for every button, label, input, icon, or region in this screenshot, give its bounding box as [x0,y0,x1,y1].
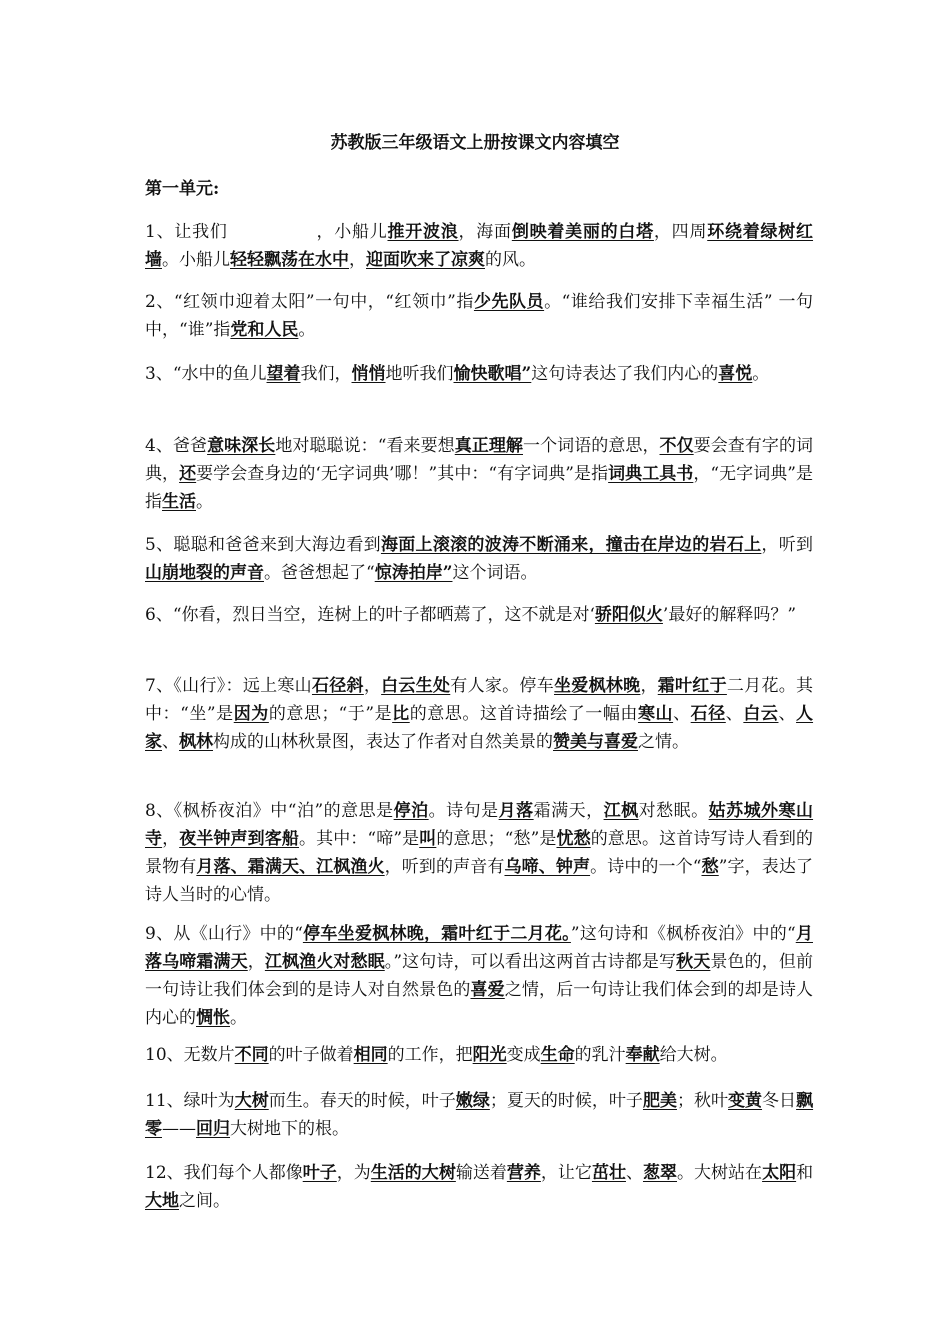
answer-text: 月落乌啼霜满天 [145,924,813,972]
question-text: 。 [196,492,213,512]
question-text: 的意思；“于”是 [268,704,393,724]
answer-text: 少先队员 [473,292,545,312]
question-text: 一个词语的意思， [523,436,660,456]
question-text: ， [363,676,382,696]
question-text: 。其中：“啼”是 [298,829,420,849]
question-text: 。大树站在 [677,1163,763,1183]
answer-text: 月落、霜满天、江枫渔火 [196,857,385,877]
answer-text: 太阳 [762,1163,797,1183]
question-text: ’最好的解释吗？” [662,605,797,625]
question-text: 有人家。停车 [450,676,554,696]
answer-text: 愉快歌唱” [453,364,532,384]
question-text: 要会查有字的词典， [145,436,814,484]
answer-text: 倒映着美丽的白塔 [511,222,654,242]
answer-text: 停车坐爱枫林晚，霜叶红于二月花。 [302,924,571,944]
answer-text: 茁壮 [591,1163,626,1183]
question-text: ， [247,952,265,972]
answer-text: 夜半钟声到客船 [179,829,299,849]
answer-text: 不仅 [659,436,694,456]
question-text: 、 [162,732,179,752]
answer-text: 江枫 [603,801,639,821]
question-text: 。 [230,1008,247,1028]
answer-text: 嫩绿 [455,1091,490,1111]
question-text: 景色的，但前一句诗让我们体会到的是诗人对自然景色的 [145,952,814,1000]
question-text: 6、“你看，烈日当空，连树上的叶子都晒蔫了，这不就是对‘ [145,605,595,625]
question-text: 的风。 [485,250,536,270]
answer-text: 葱翠 [642,1163,678,1183]
answer-text: 悄悄 [351,364,386,384]
question-text: 。 [752,364,770,384]
question-text: 的乳汁 [574,1045,626,1065]
answer-text: 营养 [506,1163,541,1183]
question-text: 之情，后一句诗让我们体会到的却是诗人内心的 [145,980,814,1028]
answer-text: 真正理解 [454,436,523,456]
answer-text: 白云生处 [381,676,451,696]
page-title: 苏教版三年级语文上册按课文内容填空 [330,133,620,153]
question-text: 2、“红领巾迎着太阳”一句中，“红领巾”指 [145,292,474,312]
answer-text: 骄阳似火 [594,605,663,625]
question-text: 我们， [300,364,352,384]
question-text: 变成 [506,1045,541,1065]
question-1 [145,218,813,274]
answer-text: 喜悦 [718,364,753,384]
question-text: 而生。春天的时候，叶子 [268,1091,456,1111]
question-5 [145,531,813,587]
answer-text: 惆怅 [196,1008,230,1028]
answer-text: 生活 [162,492,196,512]
answer-text: 石径斜 [311,676,364,696]
question-12 [145,1159,813,1215]
answer-text: 望着 [266,364,301,384]
question-text: 、 [725,704,744,724]
question-text: ，为 [336,1163,371,1183]
answer-text: 叫 [419,829,437,849]
answer-text: 石径 [690,704,726,724]
answer-text: 忧愁 [556,829,591,849]
question-text: 、 [625,1163,643,1183]
question-text: 和 [796,1163,814,1183]
question-8 [145,797,813,909]
answer-text: 奉献 [625,1045,660,1065]
question-9 [145,920,813,1032]
question-text: ；秋叶 [676,1091,729,1111]
answer-text: 生活的大树 [370,1163,456,1183]
answer-text: 叶子 [302,1163,337,1183]
question-text: 的叶子做着 [268,1045,354,1065]
answer-text: 意味深长 [207,436,276,456]
answer-text: 大地 [145,1191,179,1211]
question-text: 5、聪聪和爸爸来到大海边看到 [145,535,381,555]
question-6 [145,601,813,629]
question-text: 霜满天， [533,801,604,821]
question-text: 11、绿叶为 [145,1091,235,1111]
question-text: 。诗句是 [428,801,499,821]
question-text: 4、爸爸 [145,436,208,456]
answer-text: 江枫渔火对愁眠 [264,952,385,972]
answer-text: 推开波浪 [387,222,459,242]
question-text: —— [162,1119,196,1139]
answer-text: 阳光 [472,1045,507,1065]
answer-text: 还 [179,464,197,484]
answer-text: 枫林 [179,732,213,752]
question-4 [145,432,813,516]
answer-text: 停泊 [393,801,429,821]
question-text: 3、“水中的鱼儿 [145,364,267,384]
question-text: ”字，表达了诗人当时的心情。 [145,857,814,905]
question-text: 、 [778,704,797,724]
answer-text: 比 [392,704,410,724]
answer-text: 愁 [701,857,719,877]
answer-text: 飘零 [145,1091,814,1139]
answer-text: 相同 [353,1045,388,1065]
question-text: 之情。 [638,732,689,752]
question-7 [145,672,813,756]
question-text: 之间。 [179,1191,230,1211]
answer-text: 坐爱枫林晚 [554,676,641,696]
question-text: 冬日 [762,1091,797,1111]
answer-text: 秋天 [676,952,711,972]
answer-text: 惊涛拍岸” [374,563,453,583]
question-text: 的意思；“愁”是 [436,829,557,849]
question-text: 9、从《山行》中的“ [145,924,303,944]
question-text: 。诗中的一个“ [590,857,702,877]
answer-text: 霜叶红于 [657,676,727,696]
question-text: 这个词语。 [452,563,538,583]
answer-text: 环绕着绿树红墙 [145,222,814,270]
question-text: ；夏天的时候，叶子 [489,1091,643,1111]
answer-text: 喜爱 [470,980,505,1000]
answer-text: 肥美 [642,1091,677,1111]
question-text: 地对聪聪说：“看来要想 [275,436,455,456]
question-text: 。”这句诗，可以看出这两首古诗都是写 [384,952,677,972]
question-text: ，让它 [540,1163,592,1183]
question-text: ，四周 [653,222,708,242]
question-text: ，小船儿 [316,222,388,242]
question-text: ，“无字词典”是指 [145,464,814,512]
question-text: 10、无数片 [145,1045,235,1065]
question-text: 。“谁给我们安排下幸福生活” 一句中，“谁”指 [145,292,813,340]
question-text: ， [349,250,366,270]
question-text: 这句诗表达了我们内心的 [531,364,719,384]
question-text: 的工作，把 [387,1045,473,1065]
answer-text: 乌啼、钟声 [504,857,591,877]
question-text: 对愁眠。 [638,801,709,821]
question-text: 的意思。这首诗描绘了一幅由 [409,704,638,724]
answer-text: 迎面吹来了凉爽 [366,250,485,270]
answer-text: 大树 [234,1091,269,1111]
question-10 [145,1041,813,1069]
question-11 [145,1087,813,1143]
answer-text: 白云 [743,704,779,724]
answer-text: 生命 [540,1045,575,1065]
question-text: ，海面 [458,222,512,242]
question-text: 12、我们每个人都像 [145,1163,303,1183]
question-2 [145,288,813,344]
question-text: 给大树。 [659,1045,728,1065]
answer-text: 轻轻飘荡在水中 [230,250,349,270]
question-text: ， [640,676,658,696]
question-text: 要学会查身边的‘无字词典’哪！”其中：“有字词典”是指 [196,464,609,484]
answer-text: 姑苏城外寒山寺 [145,801,814,849]
answer-text: 因为 [233,704,269,724]
question-text [228,222,317,242]
answer-text: 人家 [145,704,814,752]
answer-text: 回归 [196,1119,230,1139]
question-text: 二月花。其中：“坐”是 [145,676,814,724]
answer-text: 词典工具书 [608,464,694,484]
question-text: 7、《山行》：远上寒山 [145,676,312,696]
question-text: ， [162,829,180,849]
question-3 [145,360,813,388]
question-text: ，听到 [761,535,813,555]
answer-text: 党和人民 [230,320,299,340]
question-text: 地听我们 [385,364,454,384]
answer-text: 山崩地裂的声音 [145,563,264,583]
answer-text: 不同 [234,1045,269,1065]
unit-heading: 第一单元: [145,179,220,199]
question-text: 构成的山林秋景图，表达了作者对自然美景的 [213,732,553,752]
question-text: 、 [673,704,691,724]
question-text: 大树地下的根。 [230,1119,349,1139]
answer-text: 寒山 [637,704,674,724]
question-text: 8、《枫桥夜泊》中“泊”的意思是 [145,801,394,821]
question-text: 。爸爸想起了“ [264,563,375,583]
question-text: ，听到的声音有 [384,857,505,877]
question-text: ”这句诗和《枫桥夜泊》中的“ [570,924,796,944]
question-text: 。 [298,320,316,340]
answer-text: 赞美与喜爱 [553,732,638,752]
question-text: 的意思。这首诗写诗人看到的景物有 [145,829,814,877]
answer-text: 变黄 [728,1091,763,1111]
question-text: 1、让我们 [145,222,228,242]
question-text: 。小船儿 [162,250,230,270]
question-text: 输送着 [455,1163,507,1183]
answer-text: 海面上滚滚的波涛不断涌来，撞击在岸边的岩石上 [380,535,762,555]
answer-text: 月落 [498,801,534,821]
